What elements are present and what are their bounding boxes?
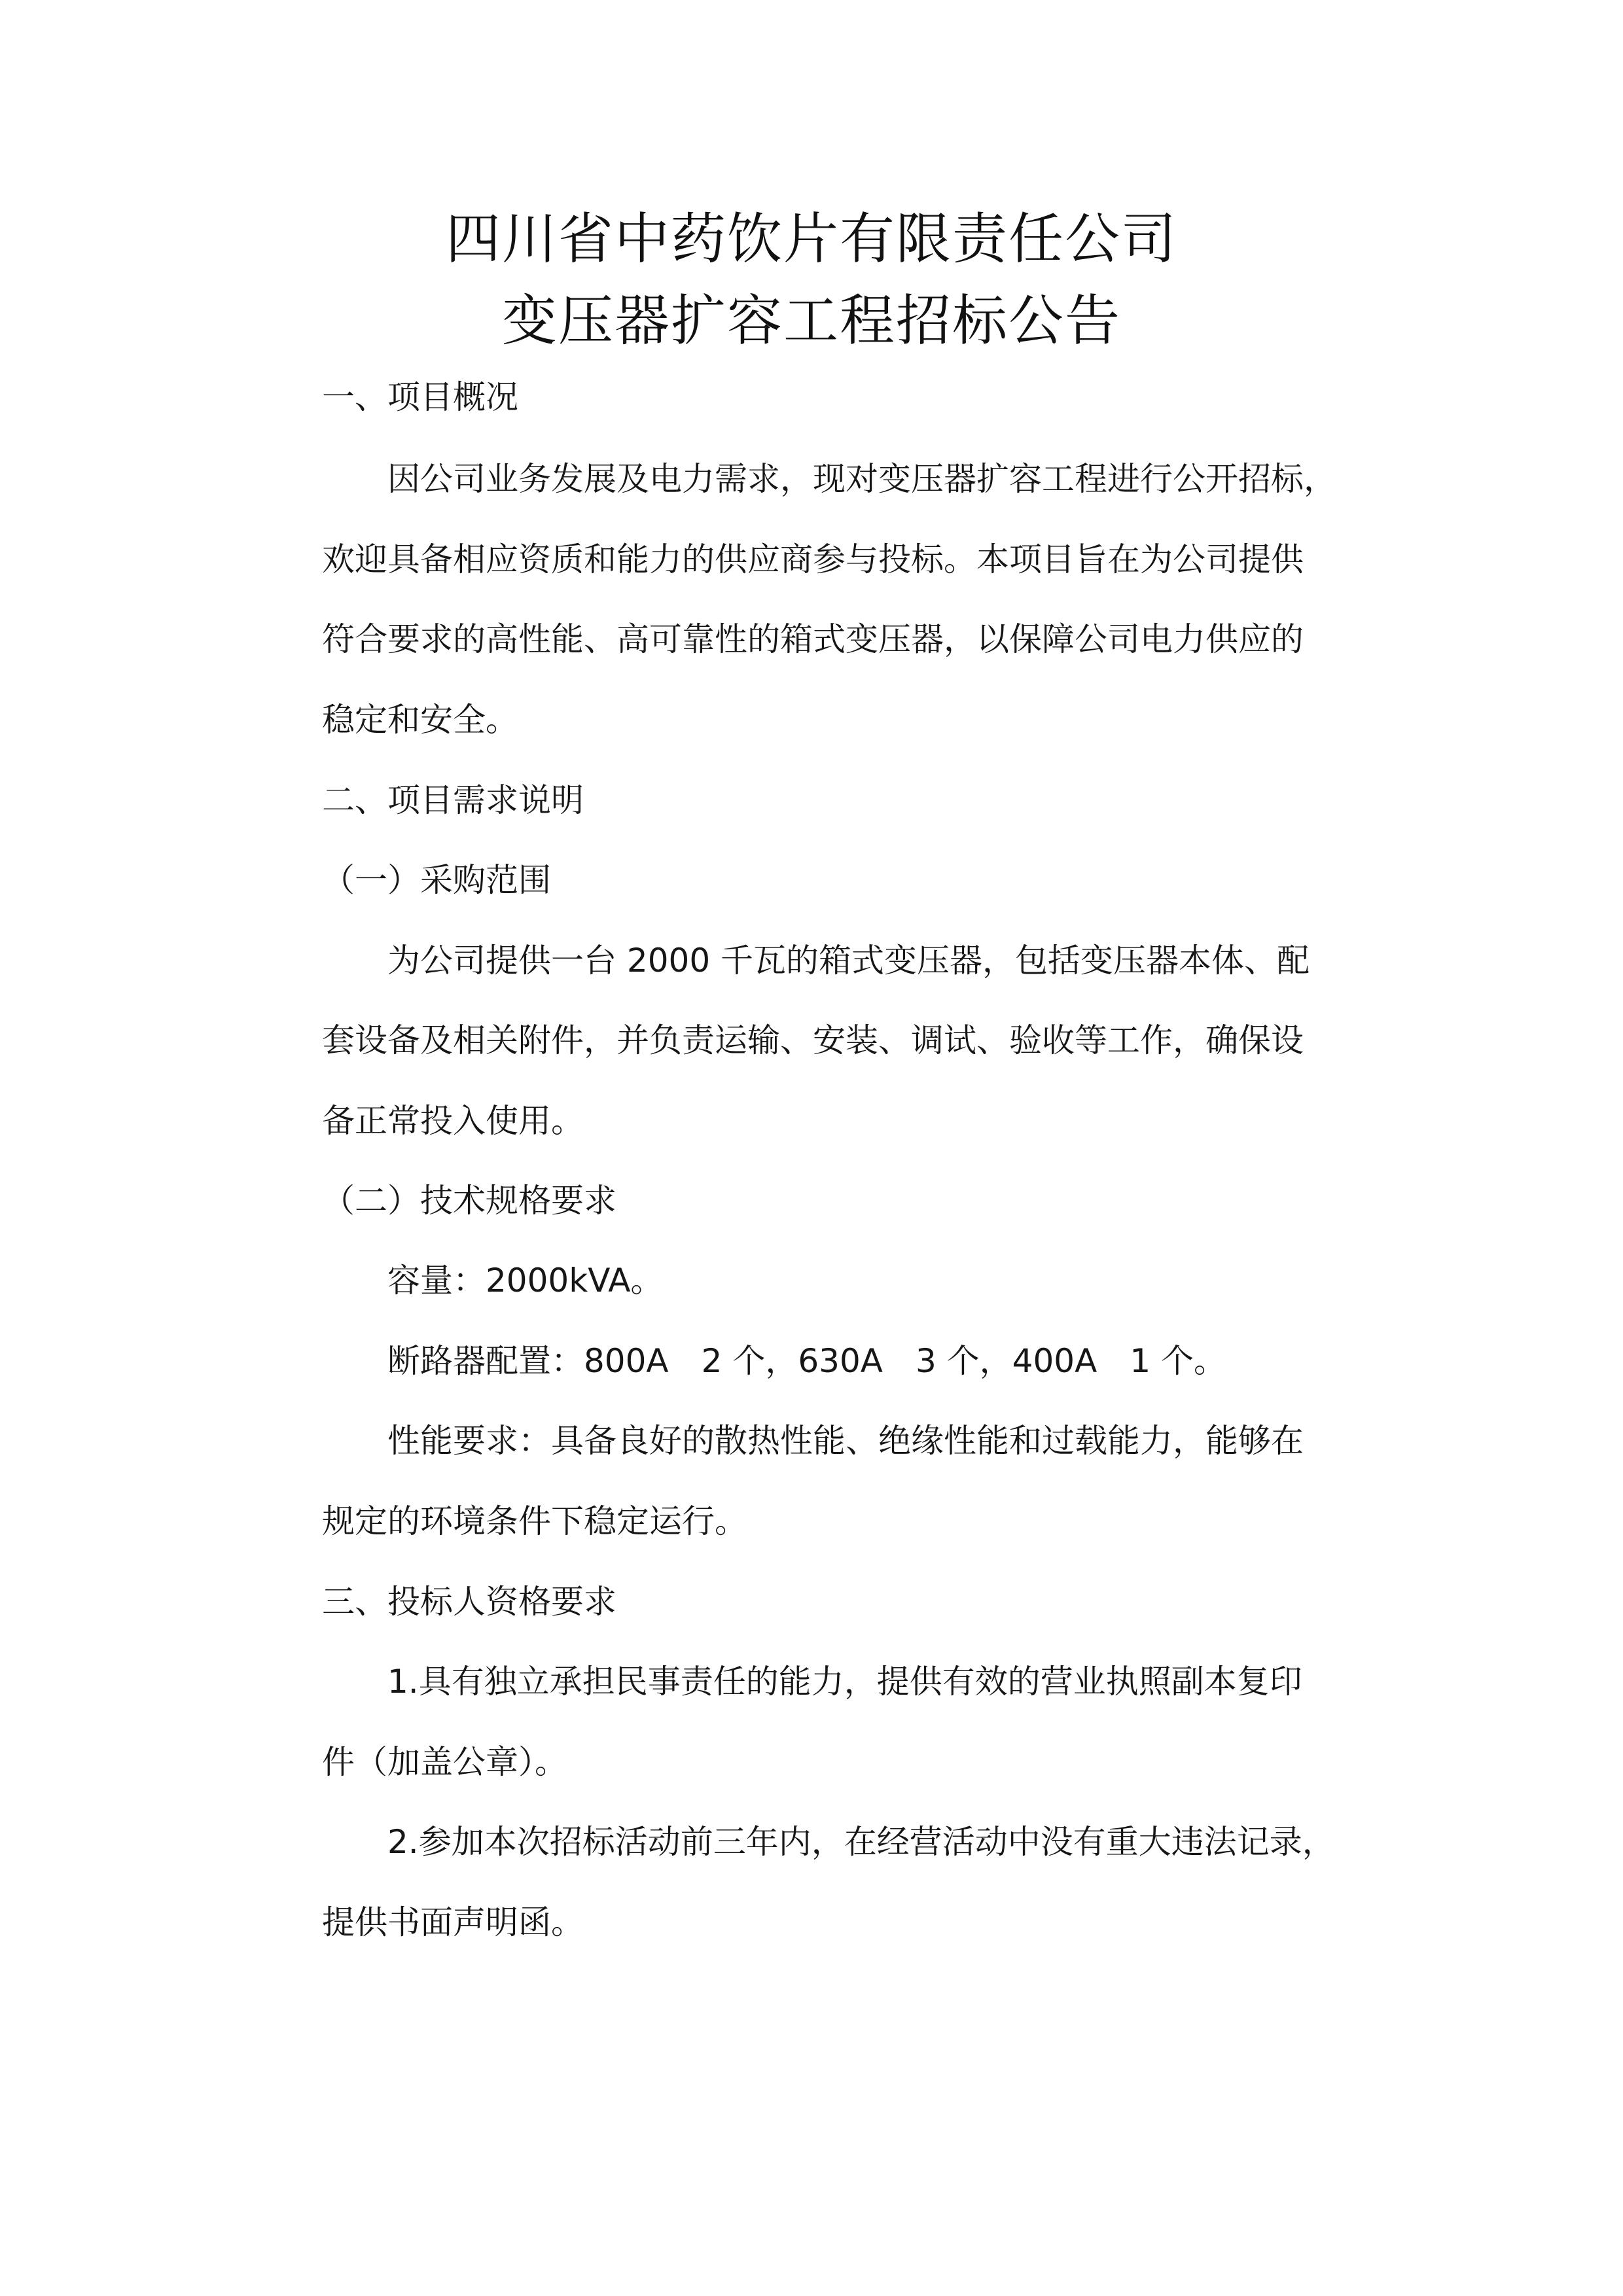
section-heading-overview: 一、项目概况 — [322, 378, 518, 416]
paragraph-line: 欢迎具备相应资质和能力的供应商参与投标。本项目旨在为公司提供 — [322, 540, 1304, 578]
qualification-item-1-line: 1.具有独立承担民事责任的能力，提供有效的营业执照副本复印 — [387, 1663, 1302, 1701]
qualification-item-2-line: 提供书面声明函。 — [322, 1903, 584, 1941]
document-title-line-1: 四川省中药饮片有限责任公司 — [445, 207, 1177, 271]
subsection-heading-specs: （二）技术规格要求 — [322, 1182, 616, 1220]
spec-breakers: 断路器配置：800A 2 个，630A 3 个，400A 1 个。 — [387, 1342, 1227, 1380]
qualification-item-2-line: 2.参加本次招标活动前三年内，在经营活动中没有重大违法记录， — [387, 1823, 1335, 1861]
spec-performance-line: 性能要求：具备良好的散热性能、绝缘性能和过载能力，能够在 — [387, 1422, 1304, 1460]
spec-capacity: 容量：2000kVA。 — [387, 1262, 664, 1299]
qualification-item-1-line: 件（加盖公章）。 — [322, 1743, 567, 1781]
paragraph-line: 为公司提供一台 2000 千瓦的箱式变压器，包括变压器本体、配 — [387, 942, 1310, 980]
section-heading-qualifications: 三、投标人资格要求 — [322, 1583, 616, 1621]
subsection-heading-scope: （一）采购范围 — [322, 861, 551, 899]
paragraph-line: 稳定和安全。 — [322, 701, 518, 739]
spec-performance-line: 规定的环境条件下稳定运行。 — [322, 1502, 747, 1540]
section-heading-requirements: 二、项目需求说明 — [322, 781, 584, 819]
document-title-line-2: 变压器扩容工程招标公告 — [501, 289, 1121, 353]
paragraph-line: 套设备及相关附件，并负责运输、安装、调试、验收等工作，确保设 — [322, 1021, 1304, 1059]
paragraph-line: 因公司业务发展及电力需求，现对变压器扩容工程进行公开招标， — [387, 460, 1336, 498]
paragraph-line: 符合要求的高性能、高可靠性的箱式变压器，以保障公司电力供应的 — [322, 620, 1304, 658]
paragraph-line: 备正常投入使用。 — [322, 1102, 584, 1140]
